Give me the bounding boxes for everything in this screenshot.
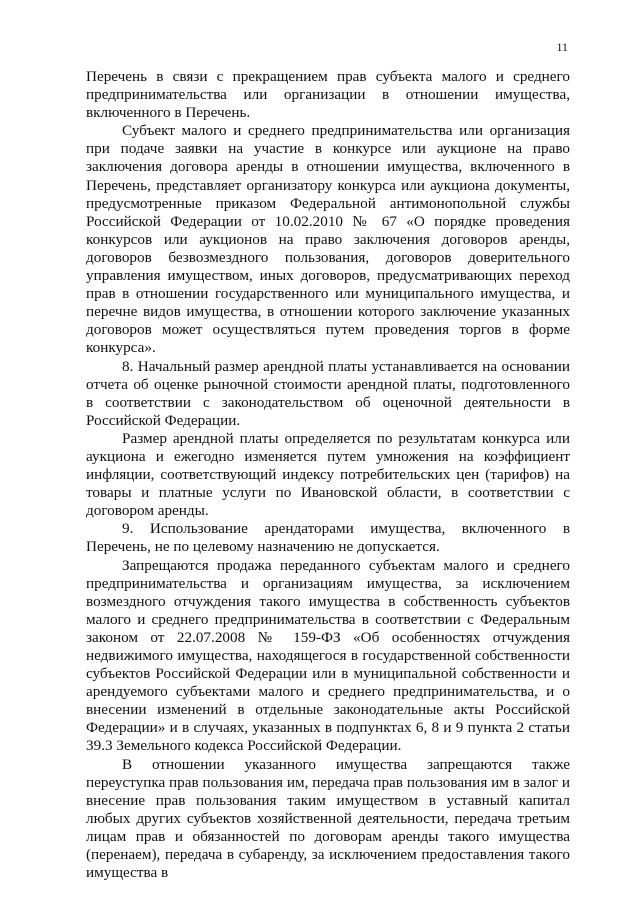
paragraph-7: В отношении указанного имущества запрещаются также переуступка прав пользования им, передача прав пользования им в залог и внесение прав пользования таким имуществом в уставный капитал любых других субъектов хозяйственной деятельности, передача третьим лицам прав и обязанностей по договорам аренды такого имущества (перенаем), передача в субаренду, за исключением предоставления такого имущества в: [86, 755, 570, 882]
paragraph-3: 8. Начальный размер арендной платы устанавливается на основании отчета об оценке рыночной стоимости арендной платы, подготовленного в соответствии с законодательством об оценочной деятельности в Российской Федерации.: [86, 357, 570, 429]
paragraph-4: Размер арендной платы определяется по результатам конкурса или аукциона и ежегодно изменяется путем умножения на коэффициент инфляции, соответствующий индексу потребительских цен (тарифов) на товары и платные услуги по Ивановской области, в соответствии с договором аренды.: [86, 429, 570, 520]
paragraph-5: 9. Использование арендаторами имущества, включенного в Перечень, не по целевому назначению не допускается.: [86, 520, 570, 556]
paragraph-2: Субъект малого и среднего предпринимательства или организация при подаче заявки на участие в конкурсе или аукционе на право заключения договора аренды в отношении имущества, включенного в Перечень, представляет организатору конкурса или аукциона документы, предусмотренные приказом Федеральной антимонопольной службы Российской Федерации от 10.02.2010 № 67 «О порядке проведения конкурсов или аукционов на право заключения договоров аренды, договоров безвозмездного пользования, договоров доверительного управления имуществом, иных договоров, предусматривающих переход прав в отношении государственного или муниципального имущества, и перечне видов имущества, в отношении которого заключение указанных договоров может осуществляться путем проведения торгов в форме конкурса».: [86, 122, 570, 357]
document-body: [86, 68, 570, 882]
page-number: 11: [556, 40, 568, 54]
paragraph-6: Запрещаются продажа переданного субъектам малого и среднего предпринимательства и организациям имущества, за исключением возмездного отчуждения такого имущества в собственность субъектов малого и среднего предпринимательства в соответствии с Федеральным законом от 22.07.2008 № 159-ФЗ «Об особенностях отчуждения недвижимого имущества, находящегося в государственной собственности субъектов Российской Федерации или в муниципальной собственности и арендуемого субъектами малого и среднего предпринимательства, и о внесении изменений в отдельные законодательные акты Российской Федерации» и в случаях, указанных в подпунктах 6, 8 и 9 пункта 2 статьи 39.3 Земельного кодекса Российской Федерации.: [86, 556, 570, 755]
paragraph-1: Перечень в связи с прекращением прав субъекта малого и среднего предпринимательства или организации в отношении имущества, включенного в Перечень.: [86, 68, 570, 122]
